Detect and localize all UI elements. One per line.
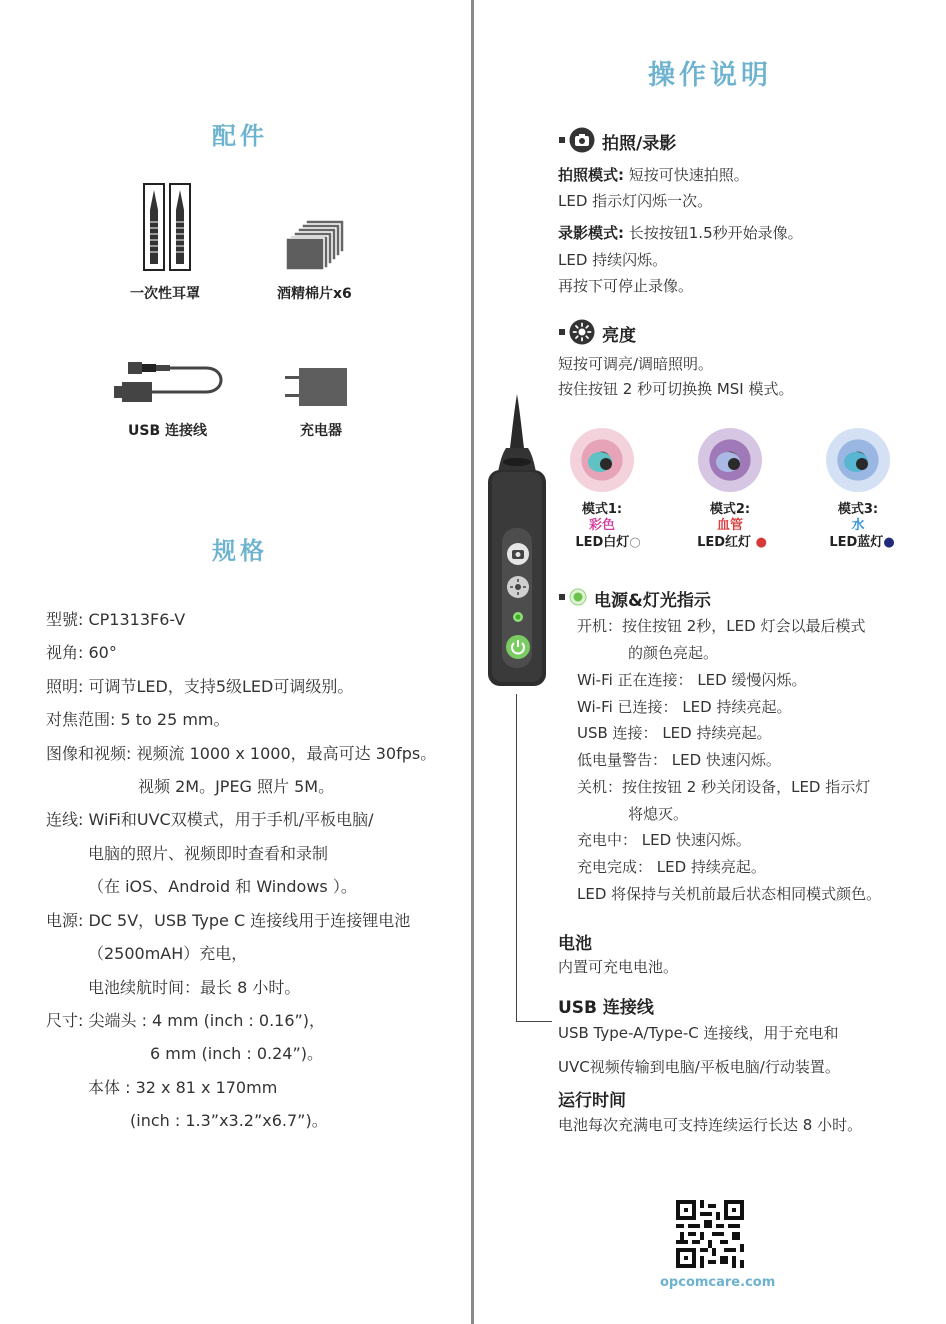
page-divider <box>471 0 474 1324</box>
spec-power-3: 电池续航时间：最长 8 小时。 <box>88 978 301 997</box>
spec-model: 型號: CP1313F6-V <box>46 610 186 629</box>
power-line-off-2: 将熄灭。 <box>628 805 689 823</box>
accessory-label-alcohol-pads: 酒精棉片x6 <box>277 286 352 302</box>
spec-image-video-2: 视频 2M。JPEG 照片 5M。 <box>138 777 335 796</box>
device-led-indicator <box>512 611 524 623</box>
section-photo-heading: 拍照/录影 <box>602 134 677 154</box>
spec-connection: 连线: WiFi和UVC双模式，用于手机/平板电脑/ <box>46 810 374 829</box>
device-camera-button <box>506 542 530 566</box>
brightness-line-1: 短按可调亮/调暗照明。 <box>558 355 714 373</box>
spec-power-2: （2500mAH）充电， <box>88 944 248 963</box>
power-line-charging: 充电中： LED 快速闪烁。 <box>577 831 751 849</box>
mode-1-led-label: LED白灯 <box>575 535 630 550</box>
accessory-label-ear-tips: 一次性耳罩 <box>130 286 200 302</box>
usb-line-1: USB Type-A/Type-C 连接线，用于充电和 <box>558 1024 839 1042</box>
instructions-title: 操作说明 <box>648 60 772 91</box>
spec-lighting: 照明: 可调节LED，支持5级LED可调级别。 <box>46 677 354 696</box>
video-led-text: LED 持续闪烁。 <box>558 251 668 269</box>
power-line-off: 关机：按住按钮 2 秒关闭设备，LED 指示灯 <box>577 778 871 796</box>
brightness-icon <box>569 319 595 345</box>
usb-heading: USB 连接线 <box>558 998 654 1018</box>
spec-fov: 视角: 60° <box>46 643 117 662</box>
mode-2-led <box>682 531 782 550</box>
device-power-button <box>505 634 531 660</box>
video-mode-label: 录影模式: <box>558 224 624 242</box>
ear-canal-illustration <box>698 428 762 492</box>
mode-1-name: 模式1: <box>581 502 623 517</box>
spec-size: 尺寸: 尖端头 : 4 mm (inch : 0.16”)， <box>46 1011 326 1030</box>
power-line-on: 开机：按住按钮 2秒，LED 灯会以最后模式 <box>577 617 866 635</box>
spec-connection-2: 电脑的照片、视频即时查看和录制 <box>88 844 329 863</box>
bullet-brightness <box>559 329 565 335</box>
mode-2-sub: 血管 <box>716 518 743 533</box>
leader-line <box>516 694 517 1022</box>
spec-power: 电源: DC 5V，USB Type C 连接线用于连接锂电池 <box>46 911 411 930</box>
mode-3-sub: 水 <box>851 518 865 533</box>
bullet-photo <box>559 137 565 143</box>
spec-size-4: (inch : 1.3”x3.2”x6.7”)。 <box>130 1111 328 1130</box>
spec-connection-3: （在 iOS、Android 和 Windows ）。 <box>88 877 357 896</box>
alcohol-pads-icon <box>286 218 348 272</box>
video-mode-line <box>558 222 803 243</box>
specs-title: 规格 <box>212 537 268 565</box>
video-stop-text: 再按下可停止录像。 <box>558 277 694 295</box>
power-line-wifi-connected: Wi-Fi 已连接： LED 持续亮起。 <box>577 698 792 716</box>
runtime-text: 电池每次充满电可支持连续运行长达 8 小时。 <box>558 1116 863 1134</box>
battery-heading: 电池 <box>558 934 592 954</box>
mode-1-sub: 彩色 <box>588 518 615 533</box>
section-power-heading: 电源&灯光指示 <box>594 591 711 611</box>
accessory-label-usb-cable: USB 连接线 <box>128 423 207 439</box>
video-mode-text: 长按按钮1.5秒开始录像。 <box>624 224 803 242</box>
leader-line-horizontal <box>516 1021 552 1022</box>
mode-3-image <box>826 428 890 492</box>
usb-cable-icon <box>110 358 228 408</box>
power-line-on-2: 的颜色亮起。 <box>628 644 719 662</box>
led-blue-indicator-icon: ● <box>883 535 895 550</box>
device-brightness-button <box>506 575 530 599</box>
qr-code-icon <box>676 1200 744 1268</box>
led-red-indicator-icon: ● <box>755 535 767 550</box>
bullet-power <box>559 594 565 600</box>
spec-focus: 对焦范围: 5 to 25 mm。 <box>46 710 230 729</box>
accessory-label-charger: 充电器 <box>300 423 342 439</box>
power-line-led-memory: LED 将保持与关机前最后状态相同模式颜色。 <box>577 885 882 903</box>
footer-url[interactable]: opcomcare.com <box>660 1275 776 1290</box>
mode-2-led-label: LED红灯 <box>697 535 752 550</box>
photo-mode-label: 拍照模式: <box>558 166 624 184</box>
runtime-heading: 运行时间 <box>558 1091 626 1111</box>
mode-2-image <box>698 428 762 492</box>
photo-mode-text: 短按可快速拍照。 <box>624 166 749 184</box>
mode-3-name: 模式3: <box>837 502 879 517</box>
ear-tips-icon <box>142 182 194 272</box>
photo-led-text: LED 指示灯闪烁一次。 <box>558 192 713 210</box>
spec-size-3: 本体 : 32 x 81 x 170mm <box>88 1078 278 1097</box>
power-line-usb: USB 连接： LED 持续亮起。 <box>577 724 772 742</box>
camera-icon <box>569 127 595 153</box>
ear-canal-illustration <box>826 428 890 492</box>
mode-3-led-label: LED蓝灯 <box>829 535 884 550</box>
charger-icon <box>283 366 349 408</box>
power-line-charged: 充电完成： LED 持续亮起。 <box>577 858 766 876</box>
power-line-wifi-connecting: Wi-Fi 正在连接： LED 缓慢闪烁。 <box>577 671 807 689</box>
mode-2-name: 模式2: <box>709 502 751 517</box>
accessories-title: 配件 <box>212 122 268 150</box>
photo-mode-line <box>558 164 749 185</box>
usb-line-2: UVC视频传输到电脑/平板电脑/行动装置。 <box>558 1058 840 1076</box>
mode-3-led <box>812 531 912 550</box>
power-line-low-battery: 低电量警告： LED 快速闪烁。 <box>577 751 781 769</box>
battery-text: 内置可充电电池。 <box>558 958 679 976</box>
led-white-indicator-icon: ○ <box>629 535 641 550</box>
brightness-line-2: 按住按钮 2 秒可切换换 MSI 模式。 <box>558 380 794 398</box>
led-indicator-icon <box>569 588 587 606</box>
section-brightness-heading: 亮度 <box>602 326 636 346</box>
mode-1-image <box>570 428 634 492</box>
spec-image-video: 图像和视频: 视频流 1000 x 1000，最高可达 30fps。 <box>46 744 437 763</box>
mode-1-led <box>558 531 658 550</box>
ear-canal-illustration <box>570 428 634 492</box>
spec-size-2: 6 mm (inch : 0.24”)。 <box>150 1044 324 1063</box>
